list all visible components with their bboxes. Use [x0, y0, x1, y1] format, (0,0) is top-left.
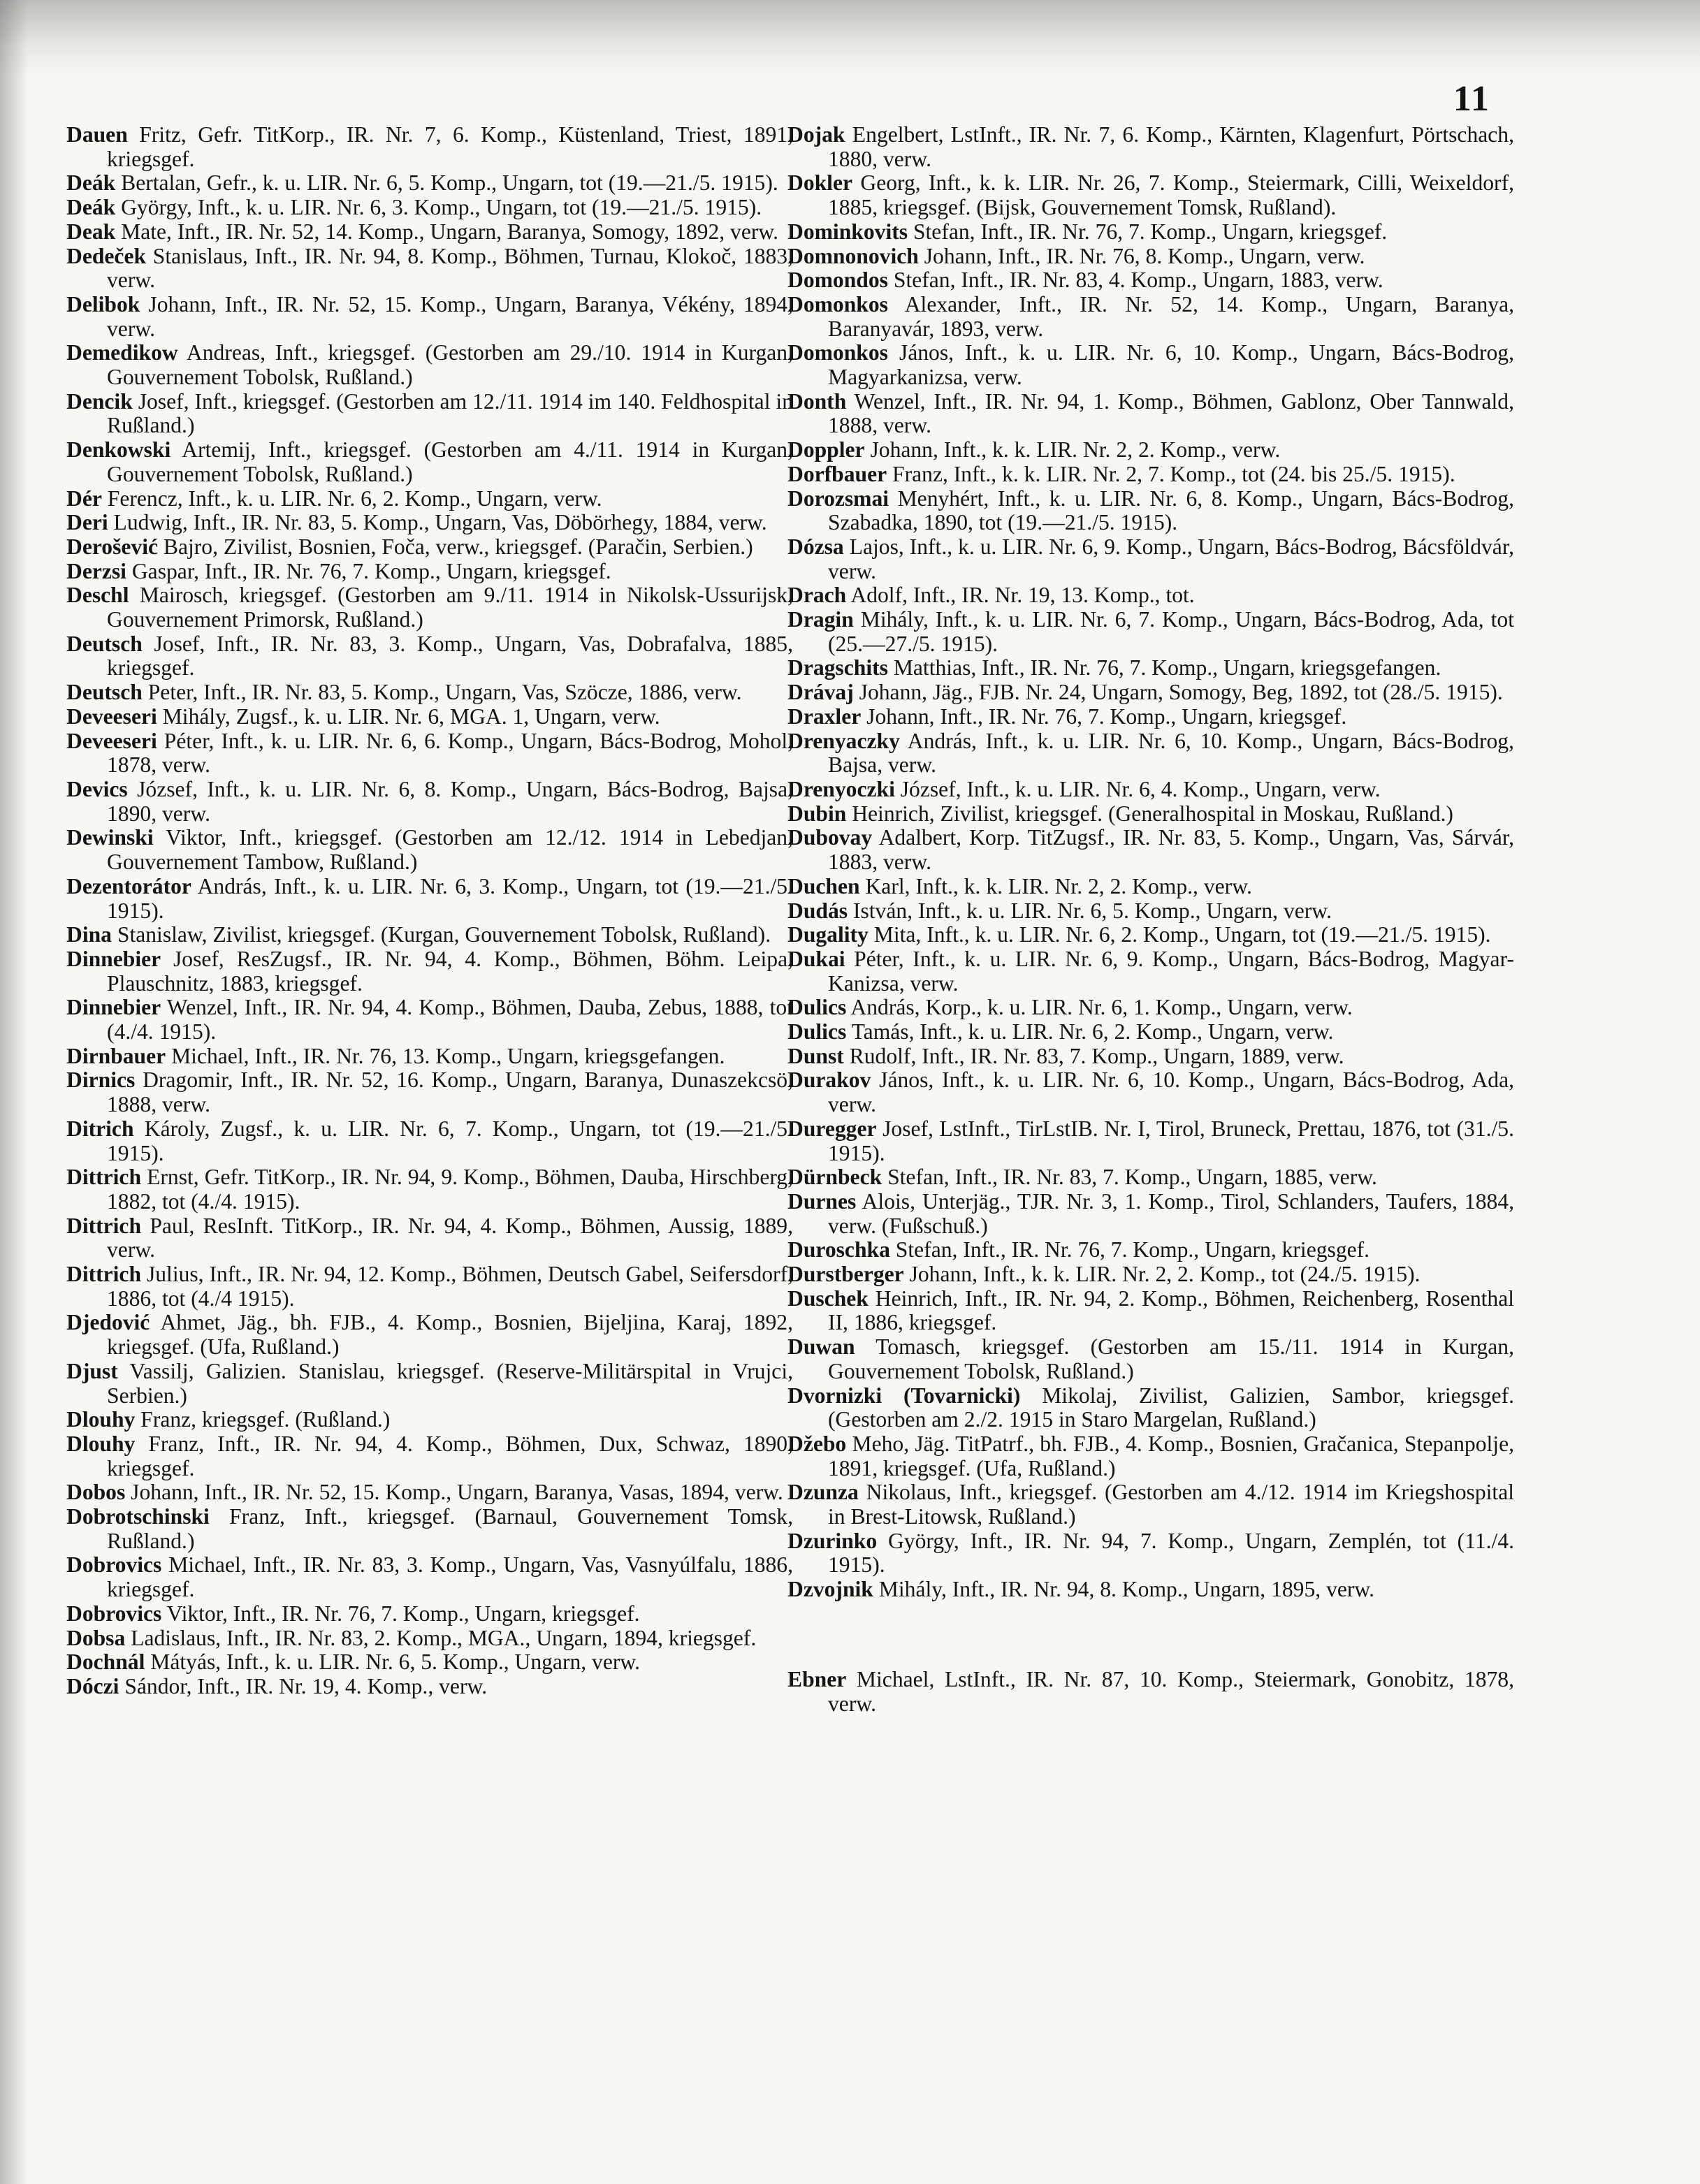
- entry-surname: Dulics: [787, 1019, 847, 1044]
- entry-surname: Ebner: [787, 1666, 847, 1691]
- entry-surname: Dencik: [66, 388, 133, 414]
- entry-details: Ladislaus, Inft., IR. Nr. 83, 2. Komp., MGA., Ungarn, 1894, kriegsgef.: [125, 1625, 757, 1650]
- entry-surname: Deveeseri: [66, 704, 157, 729]
- entry-surname: Domnonovich: [787, 243, 919, 268]
- list-entry: [66, 583, 793, 632]
- entry-surname: Durakov: [787, 1068, 871, 1093]
- list-entry: [66, 1360, 793, 1408]
- entry-surname: Dlouhy: [66, 1407, 136, 1432]
- list-entry: [787, 1668, 1514, 1716]
- entry-surname: Donth: [787, 388, 847, 414]
- entry-surname: Dulics: [787, 995, 847, 1020]
- right-column: [787, 123, 1514, 1716]
- entry-details: Meho, Jäg. TitPatrf., bh. FJB., 4. Komp., Bosnien, Gračanica, Stepanpolje, 1891, kriegsgef. (Ufa, Rußland.): [828, 1431, 1514, 1480]
- entry-details: Peter, Inft., IR. Nr. 83, 5. Komp., Ungarn, Vas, Szöcze, 1886, verw.: [142, 680, 742, 705]
- list-entry: [66, 1262, 793, 1311]
- list-entry: [66, 1480, 793, 1505]
- entry-details: Johann, Inft., IR. Nr. 52, 15. Komp., Ungarn, Baranya, Vékény, 1894, verw.: [107, 291, 793, 341]
- entry-details: Dragomir, Inft., IR. Nr. 52, 16. Komp., Ungarn, Baranya, Dunaszekcsö, 1888, verw.: [107, 1068, 793, 1117]
- entry-details: Karl, Inft., k. k. LIR. Nr. 2, 2. Komp., verw.: [859, 873, 1252, 898]
- list-entry: [66, 196, 793, 220]
- entry-details: István, Inft., k. u. LIR. Nr. 6, 5. Komp., Ungarn, verw.: [848, 898, 1332, 923]
- list-entry: [787, 171, 1514, 219]
- entry-details: Stefan, Inft., IR. Nr. 76, 7. Komp., Ungarn, kriegsgef.: [889, 1237, 1370, 1262]
- entry-details: Georg, Inft., k. k. LIR. Nr. 26, 7. Komp., Steiermark, Cilli, Weixeldorf, 1885, kriegsgef. (Bijsk, Gouvernement Tomsk, Rußland).: [828, 170, 1514, 220]
- entry-surname: Dauen: [66, 122, 128, 147]
- list-entry: [787, 123, 1514, 171]
- list-entry: [787, 947, 1514, 996]
- entry-surname: Dorfbauer: [787, 461, 887, 486]
- list-entry: [787, 583, 1514, 608]
- list-entry: [66, 1505, 793, 1553]
- list-entry: [66, 632, 793, 680]
- entry-details: György, Inft., IR. Nr. 94, 7. Komp., Ungarn, Zemplén, tot (11./4. 1915).: [828, 1528, 1514, 1578]
- entry-details: József, Inft., k. u. LIR. Nr. 6, 4. Komp., Ungarn, verw.: [894, 776, 1381, 801]
- entry-details: Viktor, Inft., IR. Nr. 76, 7. Komp., Ungarn, kriegsgef.: [161, 1601, 640, 1626]
- list-entry: [787, 1190, 1514, 1238]
- entry-surname: Džebo: [787, 1431, 847, 1456]
- entry-details: Paul, ResInft. TitKorp., IR. Nr. 94, 4. Komp., Böhmen, Aussig, 1889, verw.: [107, 1213, 793, 1262]
- entry-details: Johann, Jäg., FJB. Nr. 24, Ungarn, Somogy, Beg, 1892, tot (28./5. 1915).: [853, 680, 1503, 705]
- entry-details: Mihály, Inft., k. u. LIR. Nr. 6, 7. Komp., Ungarn, Bács-Bodrog, Ada, tot (25.—27./5. 1915).: [828, 607, 1514, 656]
- entry-details: János, Inft., k. u. LIR. Nr. 6, 10. Komp., Ungarn, Bács-Bodrog, Magyarkanizsa, verw.: [828, 340, 1514, 390]
- entry-surname: Dina: [66, 922, 112, 947]
- entry-surname: Deák: [66, 170, 116, 196]
- entry-surname: Domonkos: [787, 291, 888, 316]
- list-entry: [66, 1553, 793, 1601]
- entry-details: Sándor, Inft., IR. Nr. 19, 4. Komp., verw.: [119, 1674, 488, 1698]
- entry-surname: Dinnebier: [66, 946, 161, 971]
- entry-surname: Dzvojnik: [787, 1577, 873, 1602]
- left-column: [66, 123, 793, 1699]
- entry-surname: Dochnál: [66, 1650, 145, 1675]
- entry-surname: Dobos: [66, 1480, 126, 1505]
- list-entry: [787, 899, 1514, 924]
- entry-details: Josef, Inft., kriegsgef. (Gestorben am 12./11. 1914 im 140. Feldhospital in Rußland.): [107, 388, 793, 438]
- list-entry: [787, 802, 1514, 827]
- entry-surname: Delibok: [66, 291, 140, 316]
- list-entry: [66, 123, 793, 171]
- entry-surname: Deutsch: [66, 680, 143, 705]
- list-entry: [66, 680, 793, 705]
- entry-surname: Dittrich: [66, 1262, 142, 1287]
- entry-details: Johann, Inft., k. k. LIR. Nr. 2, 2. Komp., verw.: [864, 437, 1281, 463]
- entry-details: Károly, Zugsf., k. u. LIR. Nr. 6, 7. Komp., Ungarn, tot (19.—21./5. 1915).: [107, 1116, 793, 1165]
- entry-details: Ernst, Gefr. TitKorp., IR. Nr. 94, 9. Komp., Böhmen, Dauba, Hirschberg, 1882, tot (4./4. 1915).: [107, 1165, 793, 1214]
- list-entry: [787, 826, 1514, 874]
- list-entry: [66, 1165, 793, 1214]
- entry-surname: Dzurinko: [787, 1528, 878, 1553]
- entry-details: Adolf, Inft., IR. Nr. 19, 13. Komp., tot.: [846, 583, 1195, 608]
- entry-details: Franz, Inft., k. k. LIR. Nr. 2, 7. Komp., tot (24. bis 25./5. 1915).: [887, 461, 1455, 486]
- entry-surname: Domonkos: [787, 340, 888, 365]
- list-entry: [787, 778, 1514, 802]
- entry-details: Ahmet, Jäg., bh. FJB., 4. Komp., Bosnien, Bijeljina, Karaj, 1892, kriegsgef. (Ufa, Rußland.): [107, 1310, 793, 1360]
- entry-details: Mikolaj, Zivilist, Galizien, Sambor, kriegsgef. (Gestorben am 2./2. 1915 in Staro Margelan, Rußland.): [828, 1383, 1515, 1432]
- entry-surname: Derzsi: [66, 558, 126, 583]
- entry-details: András, Korp., k. u. LIR. Nr. 6, 1. Komp., Ungarn, verw.: [846, 995, 1353, 1020]
- list-entry: [66, 1675, 793, 1699]
- list-entry: [66, 341, 793, 389]
- entry-surname: Dittrich: [66, 1213, 142, 1238]
- entry-details: Julius, Inft., IR. Nr. 94, 12. Komp., Böhmen, Deutsch Gabel, Seifersdorf, 1886, tot (4./4 1915).: [107, 1262, 793, 1311]
- list-entry: [787, 1287, 1514, 1335]
- entry-details: Mihály, Inft., IR. Nr. 94, 8. Komp., Ungarn, 1895, verw.: [873, 1577, 1375, 1602]
- entry-details: Péter, Inft., k. u. LIR. Nr. 6, 9. Komp., Ungarn, Bács-Bodrog, Magyar-Kanizsa, verw.: [828, 946, 1514, 996]
- entry-details: Stanislaw, Zivilist, kriegsgef. (Kurgan, Gouvernement Tobolsk, Rußland).: [111, 922, 771, 947]
- list-entry: [787, 1068, 1514, 1116]
- list-entry: [787, 608, 1514, 656]
- entry-surname: Dojak: [787, 122, 845, 147]
- list-entry: [66, 1044, 793, 1069]
- entry-surname: Derošević: [66, 534, 159, 559]
- list-entry: [787, 341, 1514, 389]
- entry-surname: Deak: [66, 219, 116, 244]
- entry-details: Matthias, Inft., IR. Nr. 76, 7. Komp., Ungarn, kriegsgefangen.: [887, 655, 1441, 680]
- entry-surname: Deák: [66, 195, 116, 220]
- entry-details: Stefan, Inft., IR. Nr. 76, 7. Komp., Ungarn, kriegsgef.: [908, 219, 1388, 244]
- list-entry: [66, 438, 793, 486]
- list-entry: [66, 947, 793, 996]
- entry-details: Ludwig, Inft., IR. Nr. 83, 5. Komp., Ungarn, Vas, Döbörhegy, 1884, verw.: [108, 510, 767, 535]
- list-entry: [787, 1529, 1514, 1578]
- entry-surname: Dirnics: [66, 1068, 136, 1093]
- entry-surname: Domondos: [787, 268, 888, 293]
- entry-surname: Dóczi: [66, 1674, 119, 1698]
- entry-surname: Duwan: [787, 1334, 855, 1360]
- entry-details: Rudolf, Inft., IR. Nr. 83, 7. Komp., Ungarn, 1889, verw.: [843, 1043, 1344, 1068]
- entry-details: György, Inft., k. u. LIR. Nr. 6, 3. Komp., Ungarn, tot (19.—21./5. 1915).: [115, 195, 762, 220]
- entry-details: Michael, Inft., IR. Nr. 83, 3. Komp., Ungarn, Vas, Vasnyúlfalu, 1886, kriegsgef.: [107, 1552, 793, 1602]
- entry-details: Mairosch, kriegsgef. (Gestorben am 9./11. 1914 in Nikolsk-Ussurijsk, Gouvernement Primorsk, Rußland.): [107, 583, 793, 632]
- entry-details: Péter, Inft., k. u. LIR. Nr. 6, 6. Komp., Ungarn, Bács-Bodrog, Mohol, 1878, verw.: [107, 728, 793, 778]
- entry-details: András, Inft., k. u. LIR. Nr. 6, 10. Komp., Ungarn, Bács-Bodrog, Bajsa, verw.: [828, 728, 1514, 778]
- entry-surname: Devics: [66, 776, 128, 801]
- list-entry: [787, 1165, 1514, 1190]
- entry-surname: Ditrich: [66, 1116, 134, 1141]
- entry-surname: Doppler: [787, 437, 865, 463]
- list-entry: [787, 535, 1514, 583]
- entry-details: Engelbert, LstInft., IR. Nr. 7, 6. Komp., Kärnten, Klagenfurt, Pörtschach, 1880, verw.: [828, 122, 1514, 171]
- entry-details: Fritz, Gefr. TitKorp., IR. Nr. 7, 6. Komp., Küstenland, Triest, 1891, kriegsgef.: [107, 122, 793, 171]
- list-entry: [66, 390, 793, 438]
- entry-details: Franz, Inft., IR. Nr. 94, 4. Komp., Böhmen, Dux, Schwaz, 1890, kriegsgef.: [107, 1431, 793, 1480]
- entry-surname: Deveeseri: [66, 728, 157, 753]
- list-entry: [66, 1068, 793, 1116]
- entry-details: Viktor, Inft., kriegsgef. (Gestorben am 12./12. 1914 in Lebedjan, Gouvernement Tambow, Rußland.): [107, 825, 793, 875]
- entry-surname: Dobrovics: [66, 1601, 162, 1626]
- entry-surname: Durnes: [787, 1188, 857, 1214]
- list-entry: [787, 1578, 1514, 1602]
- entry-surname: Dominkovits: [787, 219, 908, 244]
- entry-details: Adalbert, Korp. TitZugsf., IR. Nr. 83, 5. Komp., Ungarn, Vas, Sárvár, 1883, verw.: [828, 825, 1514, 875]
- entry-details: Nikolaus, Inft., kriegsgef. (Gestorben am 4./12. 1914 im Kriegshospital in Brest-Litowsk, Rußland.): [828, 1480, 1514, 1529]
- entry-details: Bertalan, Gefr., k. u. LIR. Nr. 6, 5. Komp., Ungarn, tot (19.—21./5. 1915).: [115, 170, 778, 196]
- entry-details: Mita, Inft., k. u. LIR. Nr. 6, 2. Komp., Ungarn, tot (19.—21./5. 1915).: [868, 922, 1491, 947]
- entry-surname: Draxler: [787, 704, 862, 729]
- entry-details: János, Inft., k. u. LIR. Nr. 6, 10. Komp., Ungarn, Bács-Bodrog, Ada, verw.: [828, 1068, 1514, 1117]
- list-entry: [787, 1020, 1514, 1044]
- entry-details: Johann, Inft., IR. Nr. 52, 15. Komp., Ungarn, Baranya, Vasas, 1894, verw.: [125, 1480, 783, 1505]
- entry-surname: Dlouhy: [66, 1431, 136, 1456]
- entry-details: Johann, Inft., k. k. LIR. Nr. 2, 2. Komp., tot (24./5. 1915).: [903, 1262, 1421, 1287]
- list-entry: [787, 680, 1514, 705]
- list-entry: [787, 463, 1514, 487]
- list-entry: [787, 220, 1514, 245]
- list-entry: [66, 1214, 793, 1262]
- entry-details: Andreas, Inft., kriegsgef. (Gestorben am 29./10. 1914 in Kurgan, Gouvernement Tobolsk, Rußland.): [107, 340, 793, 390]
- list-entry: [787, 293, 1514, 341]
- list-entry: [787, 923, 1514, 947]
- entry-surname: Dobrotschinski: [66, 1504, 210, 1529]
- list-entry: [66, 560, 793, 584]
- entry-details: Wenzel, Inft., IR. Nr. 94, 1. Komp., Böhmen, Gablonz, Ober Tannwald, 1888, verw.: [828, 388, 1514, 438]
- entry-details: Gaspar, Inft., IR. Nr. 76, 7. Komp., Ungarn, kriegsgef.: [126, 558, 611, 583]
- entry-details: Bajro, Zivilist, Bosnien, Foča, verw., kriegsgef. (Paračin, Serbien.): [158, 534, 753, 559]
- list-entry: [66, 1117, 793, 1165]
- entry-details: Ferencz, Inft., k. u. LIR. Nr. 6, 2. Komp., Ungarn, verw.: [101, 486, 602, 511]
- entry-surname: Drenyaczky: [787, 728, 900, 753]
- list-entry: [66, 1432, 793, 1480]
- entry-surname: Dobsa: [66, 1625, 126, 1650]
- entry-surname: Dokler: [787, 170, 853, 196]
- entry-details: András, Inft., k. u. LIR. Nr. 6, 3. Komp., Ungarn, tot (19.—21./5. 1915).: [107, 873, 793, 923]
- list-entry: [787, 268, 1514, 293]
- entry-surname: Dürnbeck: [787, 1165, 882, 1190]
- entry-surname: Duregger: [787, 1116, 877, 1141]
- list-entry: [787, 1262, 1514, 1287]
- entry-details: Lajos, Inft., k. u. LIR. Nr. 6, 9. Komp., Ungarn, Bács-Bodrog, Bácsföldvár, verw.: [828, 534, 1514, 583]
- list-entry: [787, 438, 1514, 463]
- entry-details: Josef, Inft., IR. Nr. 83, 3. Komp., Ungarn, Vas, Dobrafalva, 1885, kriegsgef.: [107, 631, 793, 680]
- entry-details: Franz, Inft., kriegsgef. (Barnaul, Gouvernement Tomsk, Rußland.): [107, 1504, 793, 1553]
- entry-details: Johann, Inft., IR. Nr. 76, 8. Komp., Ungarn, verw.: [918, 243, 1365, 268]
- entry-details: Stanislaus, Inft., IR. Nr. 94, 8. Komp., Böhmen, Turnau, Klokoč, 1883, verw.: [107, 243, 793, 293]
- entry-surname: Duschek: [787, 1286, 869, 1311]
- entry-surname: Dittrich: [66, 1165, 142, 1190]
- entry-surname: Durstberger: [787, 1262, 904, 1287]
- list-entry: [787, 1044, 1514, 1069]
- entry-details: Wenzel, Inft., IR. Nr. 94, 4. Komp., Böhmen, Dauba, Zebus, 1888, tot (4./4. 1915).: [107, 995, 793, 1044]
- entry-surname: Dvornizki (Tovarnicki): [787, 1383, 1021, 1408]
- entry-details: Alois, Unterjäg., TJR. Nr. 3, 1. Komp., Tirol, Schlanders, Taufers, 1884, verw. (Fußschuß.): [828, 1188, 1514, 1238]
- list-entry: [787, 390, 1514, 438]
- list-entry: [66, 778, 793, 826]
- entry-details: József, Inft., k. u. LIR. Nr. 6, 8. Komp., Ungarn, Bács-Bodrog, Bajsa, 1890, verw.: [107, 776, 793, 826]
- entry-details: Heinrich, Inft., IR. Nr. 94, 2. Komp., Böhmen, Reichenberg, Rosenthal II, 1886, kriegsgef.: [828, 1286, 1514, 1335]
- entry-details: Mate, Inft., IR. Nr. 52, 14. Komp., Ungarn, Baranya, Somogy, 1892, verw.: [115, 219, 779, 244]
- entry-surname: Dzunza: [787, 1480, 859, 1505]
- entry-surname: Dobrovics: [66, 1552, 162, 1578]
- entry-surname: Dedeček: [66, 243, 147, 268]
- list-entry: [66, 171, 793, 196]
- entry-surname: Drach: [787, 583, 847, 608]
- list-entry: [787, 245, 1514, 269]
- entry-details: Stefan, Inft., IR. Nr. 83, 4. Komp., Ungarn, 1883, verw.: [887, 268, 1383, 293]
- list-entry: [66, 875, 793, 923]
- entry-surname: Denkowski: [66, 437, 171, 463]
- entry-details: Josef, LstInft., TirLstIB. Nr. I, Tirol, Bruneck, Prettau, 1876, tot (31./5. 1915).: [828, 1116, 1514, 1165]
- entry-surname: Duchen: [787, 873, 860, 898]
- list-entry: [66, 729, 793, 778]
- entry-surname: Dragin: [787, 607, 854, 632]
- entry-details: Menyhért, Inft., k. u. LIR. Nr. 6, 8. Komp., Ungarn, Bács-Bodrog, Szabadka, 1890, tot (19.—21./5. 1915).: [828, 486, 1514, 535]
- list-entry: [787, 1117, 1514, 1165]
- entry-surname: Djedović: [66, 1310, 150, 1335]
- entry-surname: Dorozsmai: [787, 486, 889, 511]
- list-entry: [66, 245, 793, 293]
- list-entry: [787, 1384, 1514, 1432]
- entry-surname: Djust: [66, 1358, 118, 1383]
- list-entry: [66, 535, 793, 560]
- entry-surname: Dezentorátor: [66, 873, 191, 898]
- list-entry: [66, 1408, 793, 1432]
- list-entry: [787, 656, 1514, 680]
- entry-surname: Dér: [66, 486, 102, 511]
- entry-surname: Dubin: [787, 801, 847, 826]
- entry-details: Michael, Inft., IR. Nr. 76, 13. Komp., Ungarn, kriegsgefangen.: [166, 1043, 725, 1068]
- list-entry: [787, 729, 1514, 778]
- entry-surname: Deschl: [66, 583, 129, 608]
- entry-surname: Demedikow: [66, 340, 178, 365]
- list-entry: [787, 1480, 1514, 1529]
- entry-surname: Dinnebier: [66, 995, 161, 1020]
- entry-details: Tomasch, kriegsgef. (Gestorben am 15./11. 1914 in Kurgan, Gouvernement Tobolsk, Rußland.): [828, 1334, 1514, 1383]
- list-entry: [66, 923, 793, 947]
- entry-details: Alexander, Inft., IR. Nr. 52, 14. Komp., Ungarn, Baranya, Baranyavár, 1893, verw.: [828, 291, 1514, 341]
- entry-surname: Dubovay: [787, 825, 873, 850]
- entry-surname: Dunst: [787, 1043, 844, 1068]
- list-entry: [66, 293, 793, 341]
- entry-surname: Dudás: [787, 898, 848, 923]
- entry-details: Mátyás, Inft., k. u. LIR. Nr. 6, 5. Komp., Ungarn, verw.: [145, 1650, 641, 1675]
- list-entry: [66, 220, 793, 245]
- list-entry: [787, 996, 1514, 1020]
- entry-surname: Dirnbauer: [66, 1043, 166, 1068]
- entry-surname: Deri: [66, 510, 108, 535]
- list-entry: [66, 511, 793, 535]
- entry-details: Stefan, Inft., IR. Nr. 83, 7. Komp., Ungarn, 1885, verw.: [882, 1165, 1377, 1190]
- entry-details: Johann, Inft., IR. Nr. 76, 7. Komp., Ungarn, kriegsgef.: [861, 704, 1347, 729]
- entry-surname: Dewinski: [66, 825, 154, 850]
- list-entry: [787, 1335, 1514, 1383]
- entry-surname: Drávaj: [787, 680, 854, 705]
- entry-details: Franz, kriegsgef. (Rußland.): [135, 1407, 391, 1432]
- list-entry: [787, 1238, 1514, 1262]
- entry-details: Heinrich, Zivilist, kriegsgef. (Generalhospital in Moskau, Rußland.): [846, 801, 1453, 826]
- entry-surname: Drenyoczki: [787, 776, 895, 801]
- entry-surname: Dragschits: [787, 655, 888, 680]
- list-entry: [787, 1432, 1514, 1480]
- entry-surname: Dukai: [787, 946, 845, 971]
- list-entry: [787, 705, 1514, 729]
- entry-details: Vassilj, Galizien. Stanislau, kriegsgef. (Reserve-Militärspital in Vrujci, Serbien.): [107, 1358, 793, 1408]
- list-entry: [66, 705, 793, 729]
- entry-surname: Duroschka: [787, 1237, 890, 1262]
- page-number: 11: [1453, 79, 1490, 119]
- entry-details: Michael, LstInft., IR. Nr. 87, 10. Komp., Steiermark, Gonobitz, 1878, verw.: [828, 1666, 1514, 1716]
- entry-details: Mihály, Zugsf., k. u. LIR. Nr. 6, MGA. 1, Ungarn, verw.: [157, 704, 660, 729]
- list-entry: [66, 487, 793, 511]
- entry-surname: Dózsa: [787, 534, 844, 559]
- list-entry: [66, 996, 793, 1044]
- entry-details: Josef, ResZugsf., IR. Nr. 94, 4. Komp., Böhmen, Böhm. Leipa, Plauschnitz, 1883, kriegsgef.: [107, 946, 793, 996]
- list-entry: [66, 826, 793, 874]
- entry-surname: Deutsch: [66, 631, 143, 656]
- entry-details: Artemij, Inft., kriegsgef. (Gestorben am 4./11. 1914 in Kurgan, Gouvernement Tobolsk, Rußland.): [107, 437, 793, 486]
- list-entry: [787, 875, 1514, 899]
- list-entry: [66, 1626, 793, 1651]
- list-entry: [66, 1602, 793, 1626]
- entry-surname: Dugality: [787, 922, 869, 947]
- list-entry: [787, 487, 1514, 535]
- list-entry: [66, 1650, 793, 1675]
- list-entry: [66, 1311, 793, 1359]
- entry-details: Tamás, Inft., k. u. LIR. Nr. 6, 2. Komp., Ungarn, verw.: [846, 1019, 1334, 1044]
